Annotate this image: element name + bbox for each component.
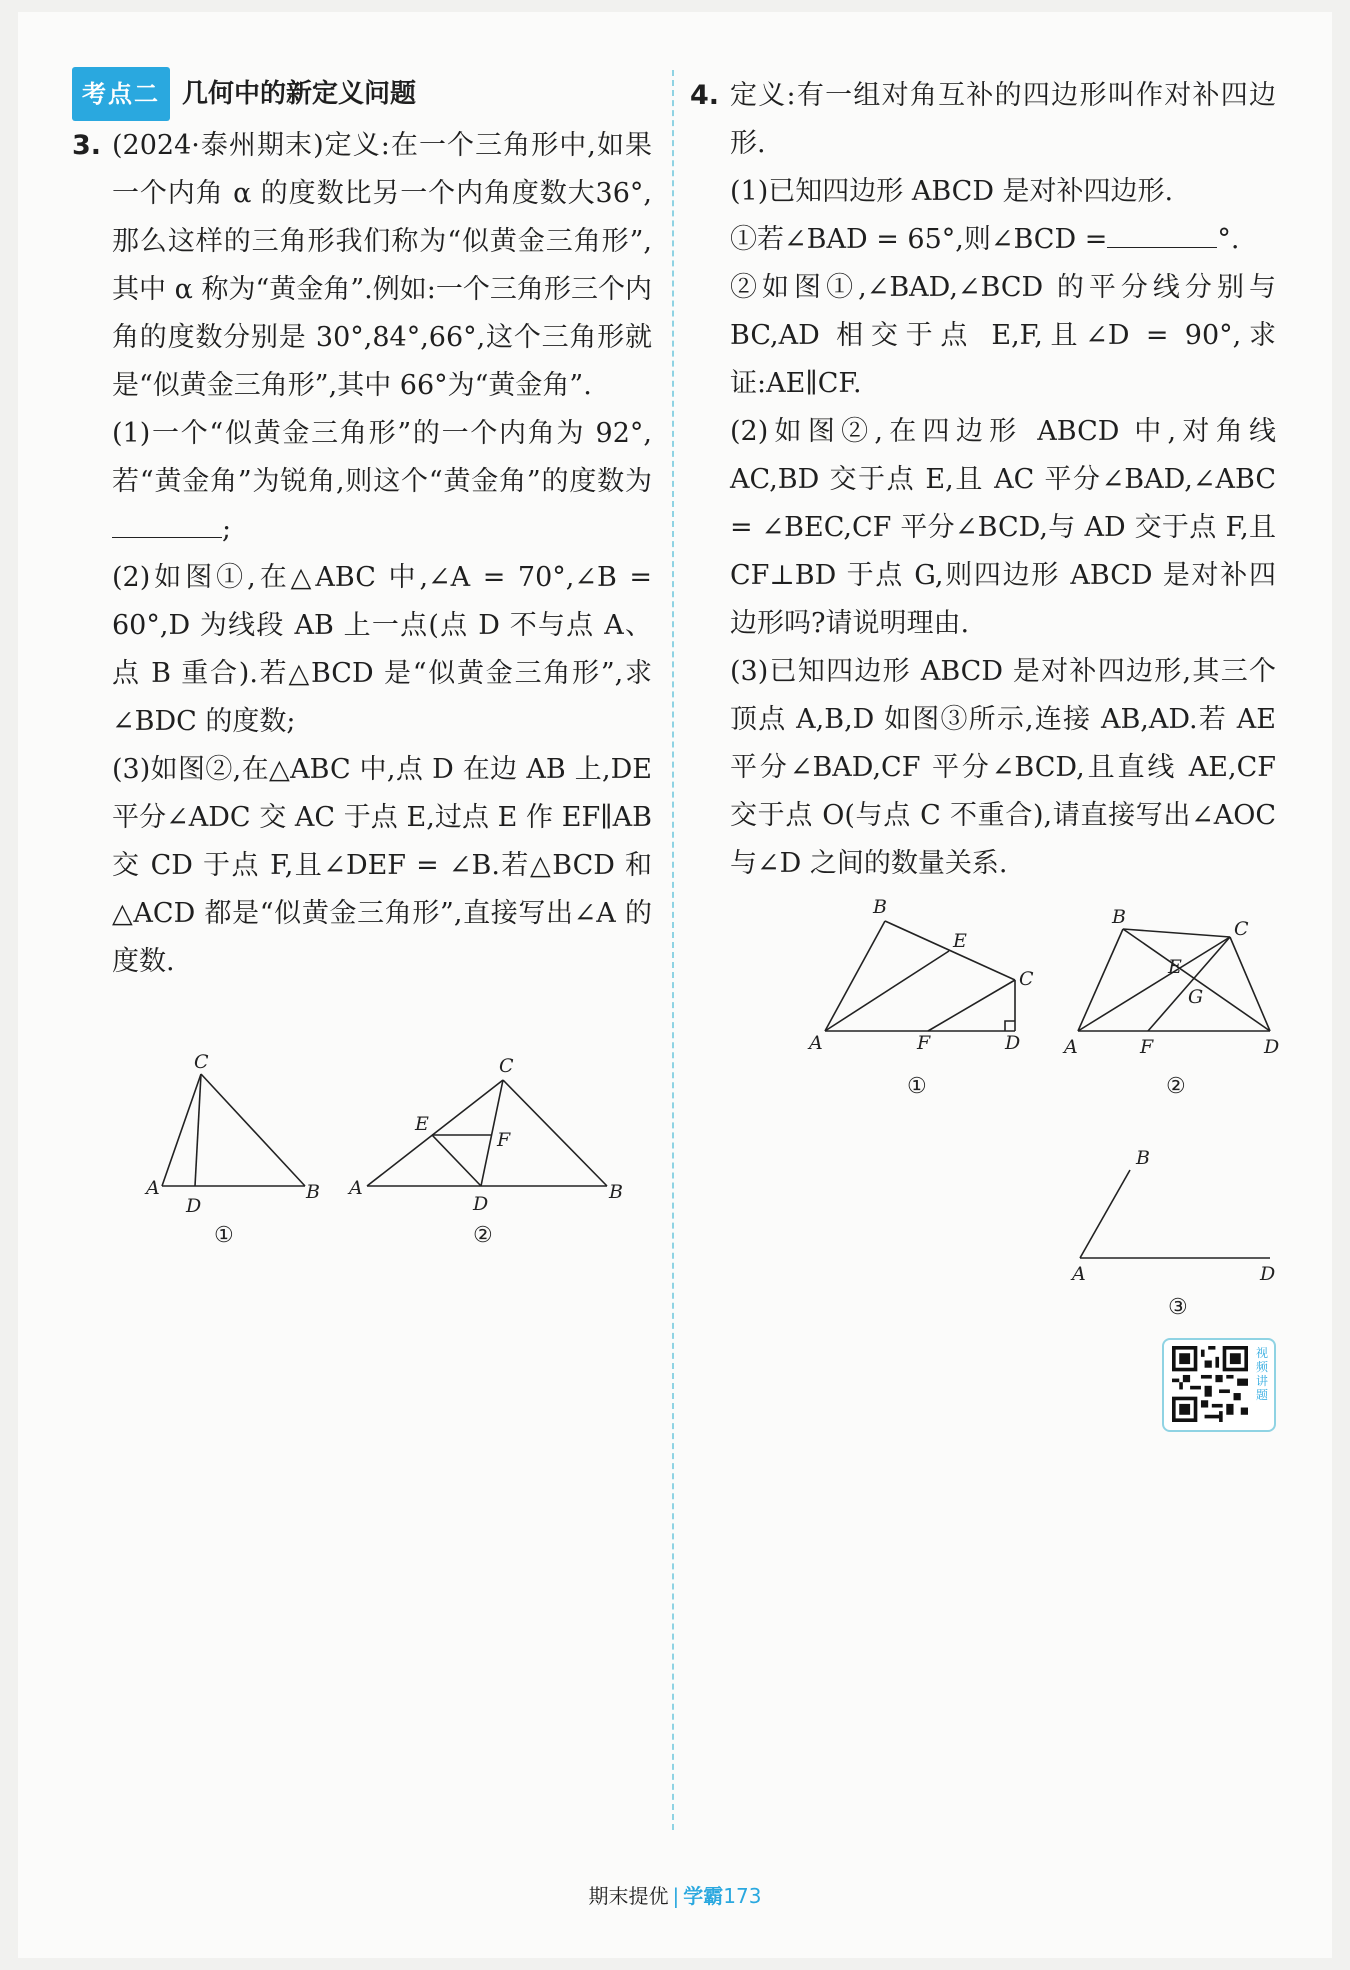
q4-fig3-caption: ③ — [1168, 1295, 1188, 1320]
fig1-label-d: D — [186, 1195, 202, 1217]
q4-figure-2 — [1060, 885, 1290, 1105]
q4-fig1-label-c: C — [1019, 968, 1034, 990]
fig1-label-c: C — [194, 1051, 209, 1073]
q4-fig2-label-a: A — [1064, 1036, 1078, 1058]
fig2-label-c: C — [499, 1055, 514, 1077]
question-4-part-1b: ②如图①,∠BAD,∠BCD 的平分线分别与 BC,AD 相交于点 E,F,且∠D = 90°,求证:AE∥CF. — [730, 272, 1276, 399]
right-column — [690, 72, 1276, 888]
question-4-stem: 定义:有一组对角互补的四边形叫作对补四边形. — [730, 80, 1276, 159]
question-4-part-1: (1)已知四边形 ABCD 是对补四边形. — [730, 176, 1174, 207]
q4-fig1-label-a: A — [809, 1032, 823, 1054]
fig2-label-b: B — [609, 1181, 623, 1203]
fig1-caption: ① — [214, 1223, 234, 1248]
question-3 — [72, 122, 652, 410]
footer-series: 期末提优 — [588, 1884, 669, 1908]
q4-fig3-label-d: D — [1260, 1263, 1276, 1285]
question-3-number: 3. — [72, 130, 102, 161]
page-footer — [0, 1880, 1350, 1909]
q4-fig1-label-b: B — [873, 896, 887, 918]
footer-brand: 学霸 — [683, 1884, 724, 1908]
question-4-part-1a-end: °. — [1217, 224, 1240, 255]
answer-blank[interactable] — [1107, 217, 1217, 248]
question-3-part-2: (2)如图①,在△ABC 中,∠A = 70°,∠B = 60°,D 为线段 AB 上一点(点 D 不与点 A、点 B 重合).若△BCD 是“似黄金三角形”,求∠BDC 的度数; — [112, 562, 652, 737]
qr-side-label: 视频讲题 — [1255, 1346, 1268, 1402]
section-header — [72, 72, 652, 116]
q4-figure-1 — [805, 885, 1045, 1105]
column-divider — [672, 70, 674, 1830]
footer-separator: | — [672, 1884, 680, 1908]
question-4-part-2: (2)如图②,在四边形 ABCD 中,对角线 AC,BD 交于点 E,且 AC 平分∠BAD,∠ABC = ∠BEC,CF 平分∠BCD,与 AD 交于点 F,且 CF⊥BD 于点 G,则四边形 ABCD 是对补四边形吗?请说明理由. — [730, 416, 1276, 639]
q4-fig1-label-e: E — [953, 930, 967, 952]
question-4-part-1a-text: ①若∠BAD = 65°,则∠BCD = — [730, 224, 1108, 255]
q3-figure-1 — [140, 1050, 340, 1250]
q3-figure-2 — [345, 1050, 635, 1250]
fig2-label-e: E — [415, 1113, 429, 1135]
question-3-part-1-end: ; — [222, 514, 232, 545]
q4-fig2-label-g: G — [1188, 986, 1204, 1008]
q4-fig2-caption: ② — [1166, 1074, 1186, 1099]
question-4-part-1a — [690, 216, 1276, 264]
question-3-part-1-text: (1)一个“似黄金三角形”的一个内角为 92°,若“黄金角”为锐角,则这个“黄金角”的度数为 — [112, 418, 652, 497]
qr-code-icon — [1172, 1346, 1248, 1422]
fig1-label-a: A — [146, 1177, 160, 1199]
q4-fig3-label-a: A — [1072, 1263, 1086, 1285]
q4-fig2-label-c: C — [1234, 918, 1249, 940]
fig1-label-b: B — [306, 1181, 320, 1203]
qr-code[interactable] — [1162, 1338, 1276, 1432]
question-4-part-3: (3)已知四边形 ABCD 是对补四边形,其三个顶点 A,B,D 如图③所示,连接 AB,AD.若 AE 平分∠BAD,CF 平分∠BCD,且直线 AE,CF 交于点 O(与点 C 不重合),请直接写出∠AOC 与∠D 之间的数量关系. — [730, 656, 1276, 879]
section-tag: 考点二 — [72, 67, 170, 121]
q4-fig3-label-b: B — [1136, 1147, 1150, 1169]
answer-blank[interactable] — [112, 507, 222, 538]
section-title: 几何中的新定义问题 — [182, 79, 417, 109]
left-column — [72, 72, 652, 986]
q4-fig2-label-b: B — [1112, 906, 1126, 928]
question-3-stem: (2024·泰州期末)定义:在一个三角形中,如果一个内角 α 的度数比另一个内角度数大36°,那么这样的三角形我们称为“似黄金三角形”,其中 α 称为“黄金角”.例如:一个三角形三个内角的度数分别是 30°,84°,66°,这个三角形就是“似黄金三角形”,其中 66°为“黄金角”. — [112, 130, 652, 401]
fig2-caption: ② — [473, 1223, 493, 1248]
question-3-part-3: (3)如图②,在△ABC 中,点 D 在边 AB 上,DE 平分∠ADC 交 AC 于点 E,过点 E 作 EF∥AB 交 CD 于点 F,且∠DEF = ∠B.若△BCD 和△ACD 都是“似黄金三角形”,直接写出∠A 的度数. — [112, 754, 652, 977]
fig2-label-a: A — [349, 1177, 363, 1199]
q4-fig2-label-f: F — [1140, 1036, 1154, 1058]
question-4 — [690, 72, 1276, 168]
q4-fig2-label-e: E — [1168, 956, 1182, 978]
fig2-label-f: F — [497, 1129, 511, 1151]
q4-figure-3 — [1060, 1130, 1290, 1320]
q4-fig1-label-f: F — [917, 1032, 931, 1054]
q4-fig1-label-d: D — [1005, 1032, 1021, 1054]
q4-fig1-caption: ① — [907, 1074, 927, 1099]
question-4-number: 4. — [690, 80, 720, 111]
page-number: 173 — [723, 1884, 762, 1908]
question-3-part-1 — [72, 410, 652, 554]
fig2-label-d: D — [473, 1193, 489, 1215]
q4-fig2-label-d: D — [1264, 1036, 1280, 1058]
